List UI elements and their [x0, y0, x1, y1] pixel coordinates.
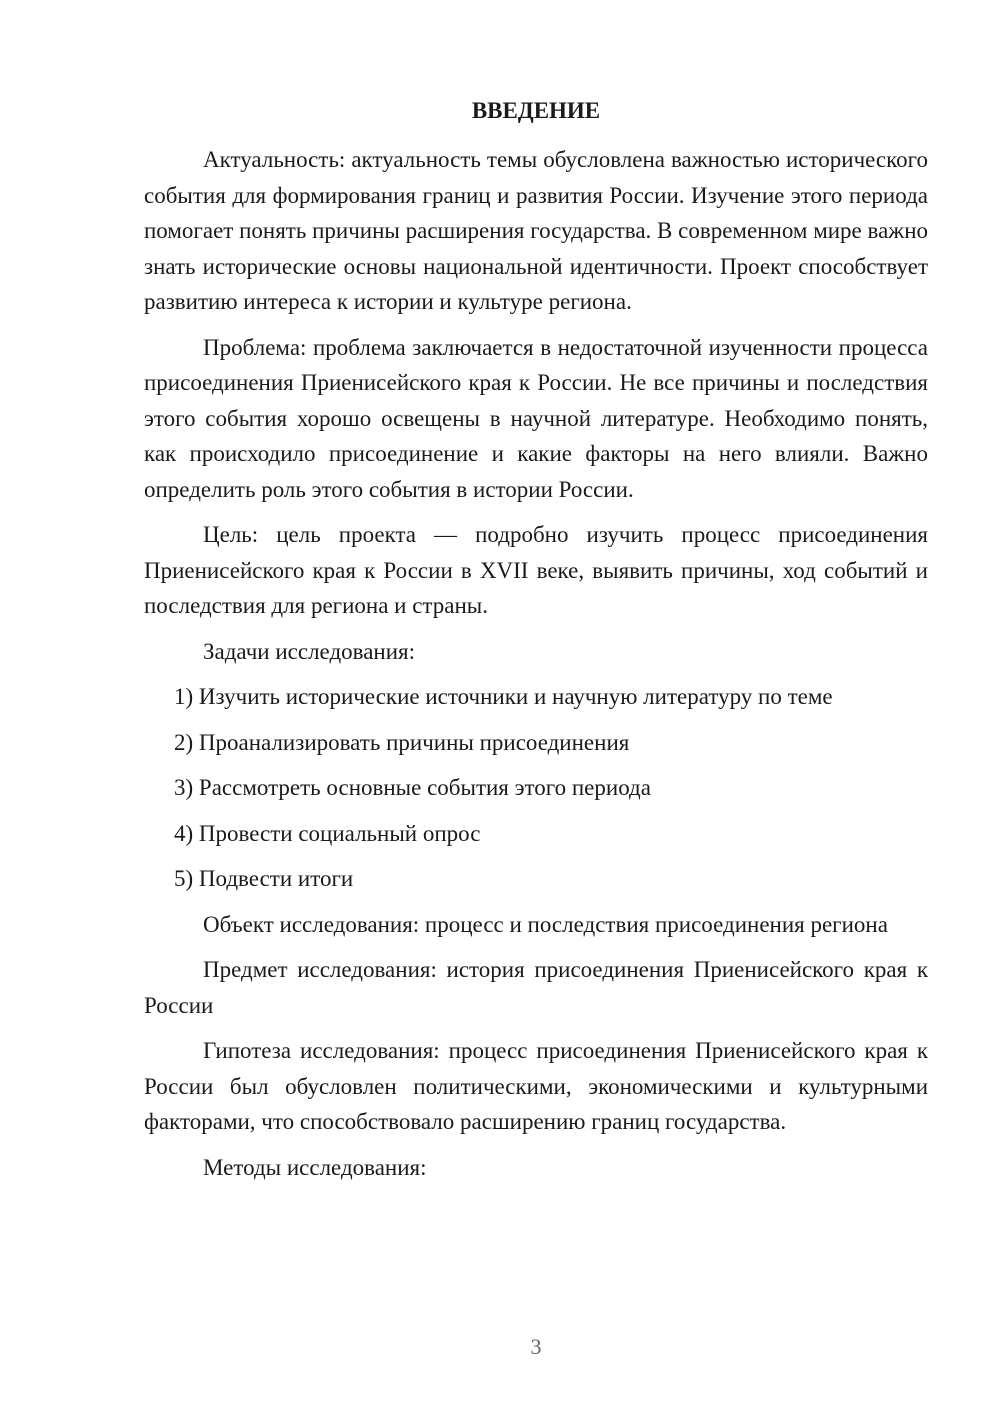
list-item: 2) Проанализировать причины присоединения — [174, 729, 630, 755]
hypothesis-paragraph: Гипотеза исследования: процесс присоединения Приенисейского края к России был обусловлен политическими, экономическими и культурными факторами, что способствовало расширению границ государства. — [144, 1038, 928, 1134]
list-item: 5) Подвести итоги — [174, 866, 354, 891]
relevance-paragraph: Актуальность: актуальность темы обусловлена важностью исторического события для формирования границ и развития России. Изучение этого периода помогает понять причины расширения государства. В современном мире важно знать исторические основы национальной идентичности. Проект способствует развитию интереса к истории и культуре региона. — [144, 147, 928, 314]
list-item: 4) Провести социальный опрос — [174, 820, 481, 846]
object-paragraph: Объект исследования: процесс и последствия присоединения региона — [203, 911, 888, 937]
problem-paragraph: Проблема: проблема заключается в недостаточной изученности процесса присоединения Приенисейского края к России. Не все причины и последствия этого события хорошо освещены в научной литературе. Необходимо понять, как происходило присоединение и какие факторы на него влияли. Важно определить роль этого события в истории России. — [144, 334, 928, 502]
list-item: 1) Изучить исторические источники и научную литературу по теме — [174, 684, 833, 709]
section-heading: ВВЕДЕНИЕ — [471, 98, 601, 123]
page-number: 3 — [530, 1334, 542, 1359]
tasks-title: Задачи исследования: — [203, 638, 416, 664]
tasks-list — [144, 679, 928, 897]
list-item: 3) Рассмотреть основные события этого периода — [174, 775, 651, 800]
subject-paragraph: Предмет исследования: история присоединения Приенисейского края к России — [144, 957, 928, 1018]
goal-paragraph: Цель: цель проекта — подробно изучить процесс присоединения Приенисейского края к России в XVII веке, выявить причины, ход событий и последствия для региона и страны. — [144, 522, 928, 618]
methods-title: Методы исследования: — [203, 1154, 427, 1180]
document-body — [144, 142, 928, 1195]
